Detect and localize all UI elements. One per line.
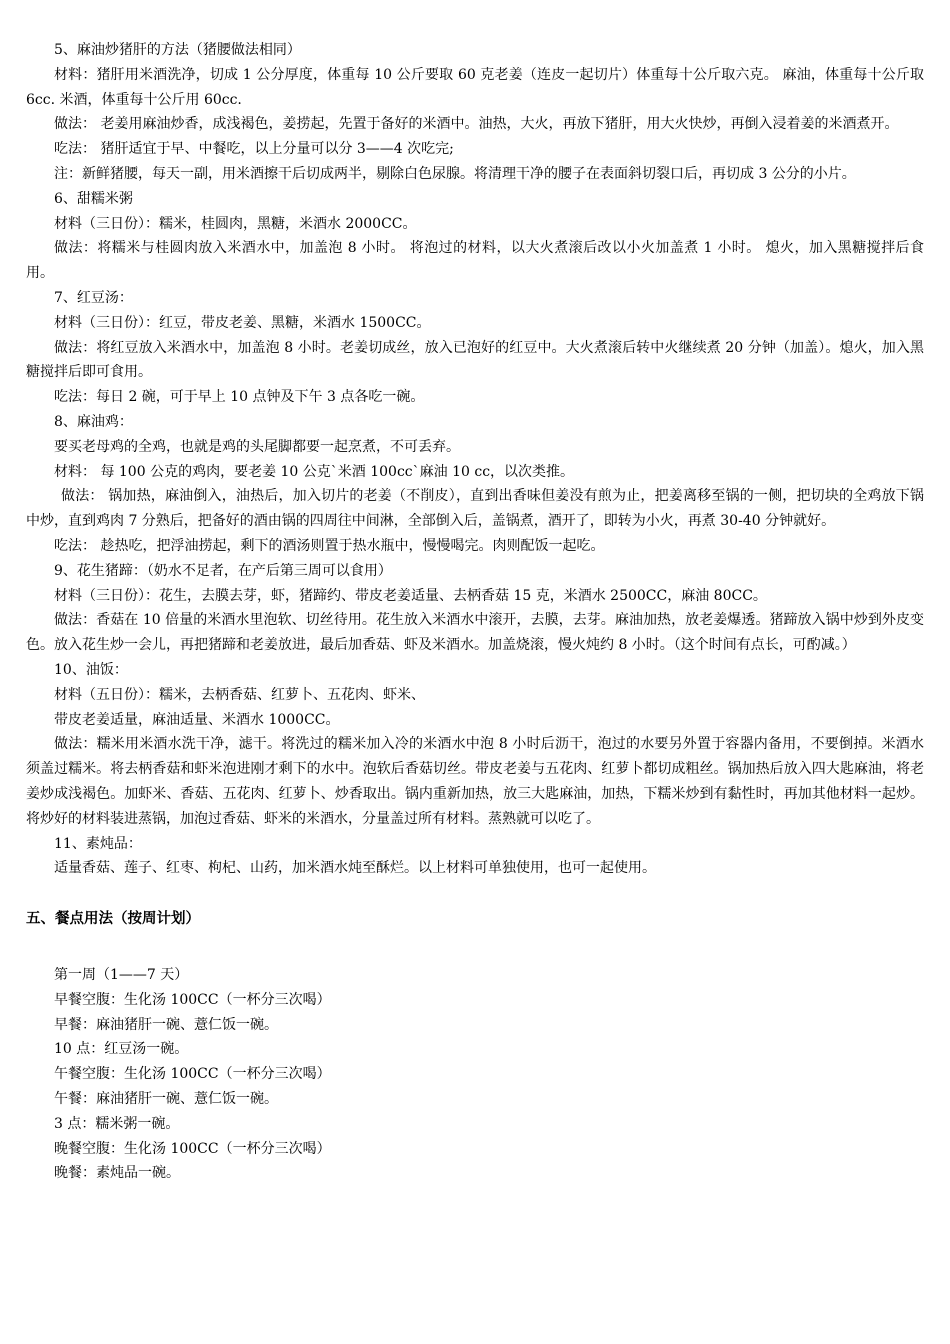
recipe-5-ingredients: 材料：猪肝用米酒洗净，切成 1 公分厚度，体重每 10 公斤要取 60 克老姜（连皮一起切片）体重每十公斤取六克。 麻油，体重每十公斤取 6cc. 米酒，体重每十公斤用 60cc.: [26, 66, 924, 108]
recipe-5-note: 注：新鲜猪腰，每天一副，用米酒擦干后切成两半，剔除白色尿腺。将清理干净的腰子在表面斜切裂口后，再切成 3 公分的小片。: [54, 165, 856, 182]
recipe-7-ingredients: 材料（三日份）：红豆，带皮老姜、黑糖，米酒水 1500CC。: [54, 314, 431, 331]
recipe-6-title: 6、甜糯米粥: [54, 190, 133, 207]
recipe-8-eating: 吃法： 趁热吃，把浮油捞起，剩下的酒汤则置于热水瓶中，慢慢喝完。肉则配饭一起吃。: [54, 537, 605, 554]
recipe-6-method: 做法：将糯米与桂圆肉放入米酒水中，加盖泡 8 小时。 将泡过的材料，以大火煮滚后改以小火加盖煮 1 小时。 熄火，加入黑糖搅拌后食用。: [26, 240, 924, 282]
week-plan-line: 10 点：红豆汤一碗。: [54, 1041, 189, 1058]
week-plan-line: 午餐空腹：生化汤 100CC（一杯分三次喝）: [54, 1066, 331, 1083]
recipe-7-eating: 吃法：每日 2 碗，可于早上 10 点钟及下午 3 点各吃一碗。: [54, 389, 425, 406]
recipe-11-title: 11、素炖品：: [54, 835, 142, 852]
recipe-9-ingredients: 材料（三日份）：花生，去膜去芽，虾，猪蹄约、带皮老姜适量、去柄香菇 15 克，米酒水 2500CC，麻油 80CC。: [54, 587, 767, 604]
week-1-title: 第一周（1——7 天）: [54, 967, 189, 984]
recipe-10-ingredients-2: 带皮老姜适量，麻油适量、米酒水 1000CC。: [54, 711, 340, 728]
recipe-11-ingredients: 适量香菇、莲子、红枣、枸杞、山药，加米酒水炖至酥烂。以上材料可单独使用，也可一起使用。: [54, 860, 656, 877]
week-plan-line: 晚餐：素炖品一碗。: [54, 1165, 180, 1182]
recipe-6-ingredients: 材料（三日份）：糯米，桂圆肉，黑糖，米酒水 2000CC。: [54, 215, 417, 232]
recipe-8-method: 做法： 锅加热，麻油倒入，油热后，加入切片的老姜（不削皮），直到出香味但姜没有煎为止，把姜离移至锅的一侧，把切块的全鸡放下锅中炒，直到鸡肉 7 分熟后，把备好的酒由锅的四周往中间淋，全部倒入后，盖锅煮，酒开了，即转为小火，再煮 30-40 分钟就好。: [26, 488, 924, 530]
recipe-10-method: 做法：糯米用米酒水洗干净，滤干。将洗过的糯米加入冷的米酒水中泡 8 小时后沥干，泡过的水要另外置于容器内备用，不要倒掉。米酒水须盖过糯米。将去柄香菇和虾米泡进刚才剩下的水中。泡软后香菇切丝。带皮老姜与五花肉、红萝卜都切成粗丝。锅加热后放入四大匙麻油，将老姜炒成浅褐色。加虾米、香菇、五花肉、红萝卜、炒香取出。锅内重新加热，放三大匙麻油，加热，下糯米炒到有黏性时，再加其他材料一起炒。将炒好的材料装进蒸锅，加泡过香菇、虾米的米酒水，分量盖过所有材料。蒸熟就可以吃了。: [26, 736, 924, 827]
week-plan-line: 3 点：糯米粥一碗。: [54, 1115, 180, 1132]
recipe-8-ingredients: 材料： 每 100 公克的鸡肉，要老姜 10 公克`米酒 100cc`麻油 10 cc，以次类推。: [54, 463, 575, 480]
recipe-7-method: 做法：将红豆放入米酒水中，加盖泡 8 小时。老姜切成丝，放入已泡好的红豆中。大火煮滚后转中火继续煮 20 分钟（加盖）。熄火，加入黑糖搅拌后即可食用。: [26, 339, 924, 381]
recipes-section: [26, 38, 924, 881]
recipe-5-title: 5、麻油炒猪肝的方法（猪腰做法相同）: [54, 42, 301, 58]
week-plan-line: 晚餐空腹：生化汤 100CC（一杯分三次喝）: [54, 1140, 331, 1157]
recipe-9-method: 做法：香菇在 10 倍量的米酒水里泡软、切丝待用。花生放入米酒水中滚开，去膜，去芽。麻油加热，放老姜爆透。猪蹄放入锅中炒到外皮变色。放入花生炒一会儿，再把猪蹄和老姜放进，最后加香菇、虾及米酒水。加盖烧滚，慢火炖约 8 小时。（这个时间有点长，可酌减。）: [26, 612, 924, 654]
recipe-8-intro: 要买老母鸡的全鸡，也就是鸡的头尾脚都要一起烹煮，不可丢弃。: [54, 438, 460, 455]
week-plan-line: 午餐：麻油猪肝一碗、薏仁饭一碗。: [54, 1091, 278, 1108]
week-plan-line: 早餐：麻油猪肝一碗、薏仁饭一碗。: [54, 1016, 278, 1033]
recipe-7-title: 7、红豆汤：: [54, 289, 133, 306]
recipe-10-ingredients-1: 材料（五日份）：糯米，去柄香菇、红萝卜、五花肉、虾米、: [54, 686, 425, 703]
recipe-5-eating: 吃法： 猪肝适宜于早、中餐吃，以上分量可以分 3——4 次吃完;: [54, 141, 454, 158]
week-plan-line: 早餐空腹：生化汤 100CC（一杯分三次喝）: [54, 991, 331, 1008]
recipe-5-method: 做法： 老姜用麻油炒香，成浅褐色，姜捞起，先置于备好的米酒中。油热，大火，再放下猪肝，用大火快炒，再倒入浸着姜的米酒煮开。: [54, 116, 899, 133]
recipe-8-title: 8、麻油鸡：: [54, 413, 133, 430]
section-heading: 五、餐点用法（按周计划）: [26, 911, 200, 928]
recipe-10-title: 10、油饭：: [54, 661, 128, 678]
week-plan: [26, 963, 924, 1186]
recipe-9-title: 9、花生猪蹄：（奶水不足者，在产后第三周可以食用）: [54, 562, 392, 579]
